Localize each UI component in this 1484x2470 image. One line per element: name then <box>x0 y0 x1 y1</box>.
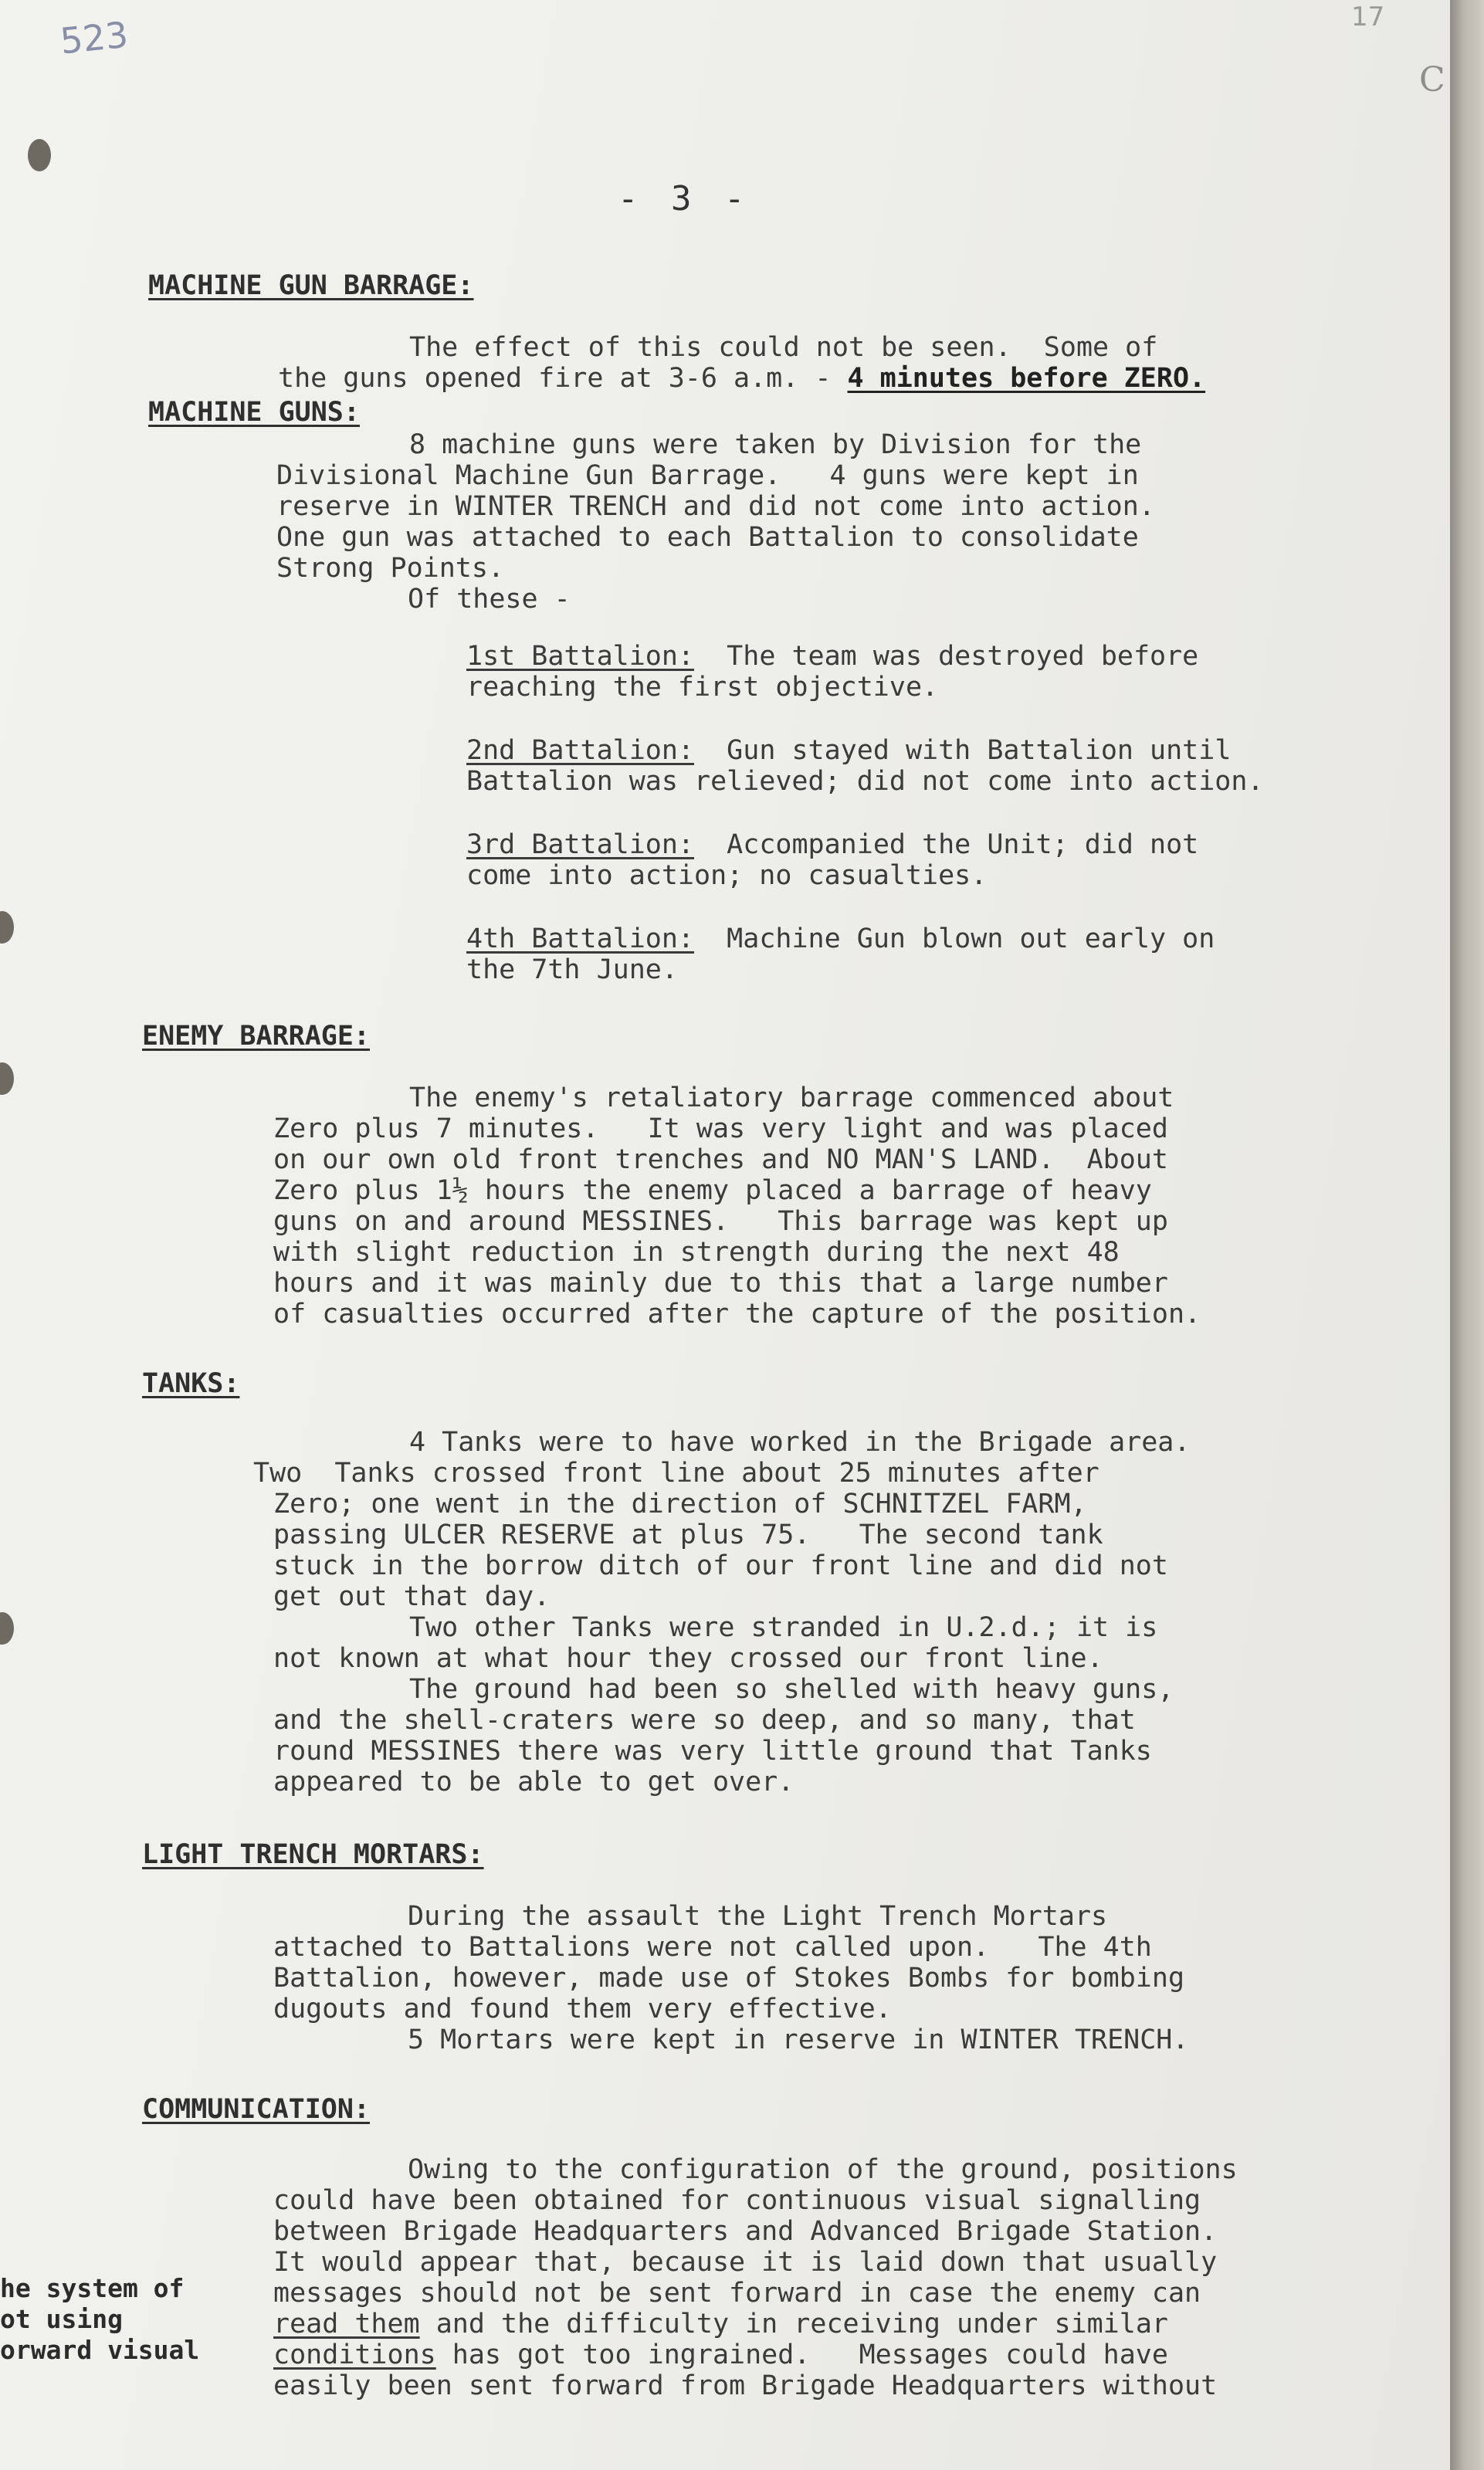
battalion-entry-cont: the 7th June. <box>466 954 678 985</box>
mg-barrage-line: the guns opened fire at 3-6 a.m. - 4 minutes before ZERO. <box>278 363 1206 394</box>
tanks-line: Two other Tanks were stranded in U.2.d.; it is <box>409 1612 1158 1643</box>
mg-line: reserve in WINTER TRENCH and did not come into action. <box>276 491 1155 522</box>
punch-hole <box>28 139 51 171</box>
comm-line: Owing to the configuration of the ground, positions <box>408 2154 1238 2185</box>
tanks-line: passing ULCER RESERVE at plus 75. The second tank <box>273 1520 1103 1550</box>
mg-line: Strong Points. <box>276 553 505 584</box>
enemy-line: with slight reduction in strength during the next 48 <box>273 1237 1120 1268</box>
tanks-line: not known at what hour they crossed our front line. <box>273 1643 1103 1674</box>
tanks-line: appeared to be able to get over. <box>273 1767 795 1797</box>
ltm-line: dugouts and found them very effective. <box>273 1994 892 2024</box>
enemy-line: The enemy's retaliatory barrage commenced about <box>409 1083 1174 1113</box>
comm-line: conditions has got too ingrained. Messages could have <box>273 2340 1168 2370</box>
mg-line: 8 machine guns were taken by Division for the <box>409 429 1142 460</box>
comm-line: could have been obtained for continuous visual signalling <box>273 2185 1201 2216</box>
battalion-entry: 1st Battalion: The team was destroyed before <box>466 641 1199 672</box>
binding-edge <box>1450 0 1484 2470</box>
ltm-line: attached to Battalions were not called upon. The 4th <box>273 1932 1152 1963</box>
tanks-line: round MESSINES there was very little ground that Tanks <box>273 1736 1152 1767</box>
battalion-entry: 2nd Battalion: Gun stayed with Battalion until <box>466 735 1232 766</box>
comm-line: It would appear that, because it is laid down that usually <box>273 2247 1218 2278</box>
battalion-entry: 3rd Battalion: Accompanied the Unit; did not <box>466 829 1199 860</box>
section-heading-enemy-barrage: ENEMY BARRAGE: <box>142 1021 371 1052</box>
margin-note: he system of ot using orward visual <box>0 2273 200 2365</box>
section-heading-communication: COMMUNICATION: <box>142 2094 371 2125</box>
mg-line: Divisional Machine Gun Barrage. 4 guns were kept in <box>276 460 1139 491</box>
mg-line: One gun was attached to each Battalion to consolidate <box>276 522 1139 553</box>
enemy-line: guns on and around MESSINES. This barrage was kept up <box>273 1206 1168 1237</box>
tanks-line: get out that day. <box>273 1581 551 1612</box>
folio-number: 523 <box>58 13 130 63</box>
battalion-entry-cont: come into action; no casualties. <box>466 860 988 891</box>
tanks-line: 4 Tanks were to have worked in the Brigade area. <box>409 1427 1191 1458</box>
section-heading-mg-barrage: MACHINE GUN BARRAGE: <box>148 270 474 301</box>
ltm-line: 5 Mortars were kept in reserve in WINTER TRENCH. <box>408 2024 1189 2055</box>
tanks-line: The ground had been so shelled with heavy guns, <box>409 1674 1174 1705</box>
section-heading-tanks: TANKS: <box>142 1368 240 1399</box>
corner-number: 17 <box>1351 2 1385 32</box>
enemy-line: on our own old front trenches and NO MAN'S LAND. About <box>273 1144 1168 1175</box>
battalion-entry-cont: Battalion was relieved; did not come into action. <box>466 766 1264 797</box>
mg-line: Of these - <box>408 584 571 615</box>
section-heading-light-trench-mortars: LIGHT TRENCH MORTARS: <box>142 1839 484 1870</box>
corner-mark: C <box>1419 60 1445 100</box>
battalion-entry-cont: reaching the first objective. <box>466 672 939 703</box>
tanks-line: Zero; one went in the direction of SCHNITZEL FARM, <box>273 1489 1087 1520</box>
comm-line: messages should not be sent forward in case the enemy can <box>273 2278 1201 2309</box>
enemy-line: hours and it was mainly due to this that a large number <box>273 1268 1168 1299</box>
page-number: - 3 - <box>618 179 751 219</box>
comm-line: read them and the difficulty in receiving under similar <box>273 2309 1168 2340</box>
ltm-line: During the assault the Light Trench Mortars <box>408 1901 1108 1932</box>
tanks-line: and the shell-craters were so deep, and so many, that <box>273 1705 1136 1736</box>
tanks-line: Two Tanks crossed front line about 25 minutes after <box>253 1458 1099 1489</box>
enemy-line: of casualties occurred after the capture of the position. <box>273 1299 1201 1330</box>
ltm-line: Battalion, however, made use of Stokes Bombs for bombing <box>273 1963 1185 1994</box>
enemy-line: Zero plus 1½ hours the enemy placed a barrage of heavy <box>273 1175 1152 1206</box>
battalion-entry: 4th Battalion: Machine Gun blown out early on <box>466 923 1215 954</box>
comm-line: easily been sent forward from Brigade Headquarters without <box>273 2370 1218 2401</box>
mg-barrage-line: The effect of this could not be seen. Some of <box>409 332 1158 363</box>
comm-line: between Brigade Headquarters and Advanced Brigade Station. <box>273 2216 1218 2247</box>
tanks-line: stuck in the borrow ditch of our front line and did not <box>273 1550 1168 1581</box>
section-heading-machine-guns: MACHINE GUNS: <box>148 397 360 428</box>
enemy-line: Zero plus 7 minutes. It was very light and was placed <box>273 1113 1168 1144</box>
